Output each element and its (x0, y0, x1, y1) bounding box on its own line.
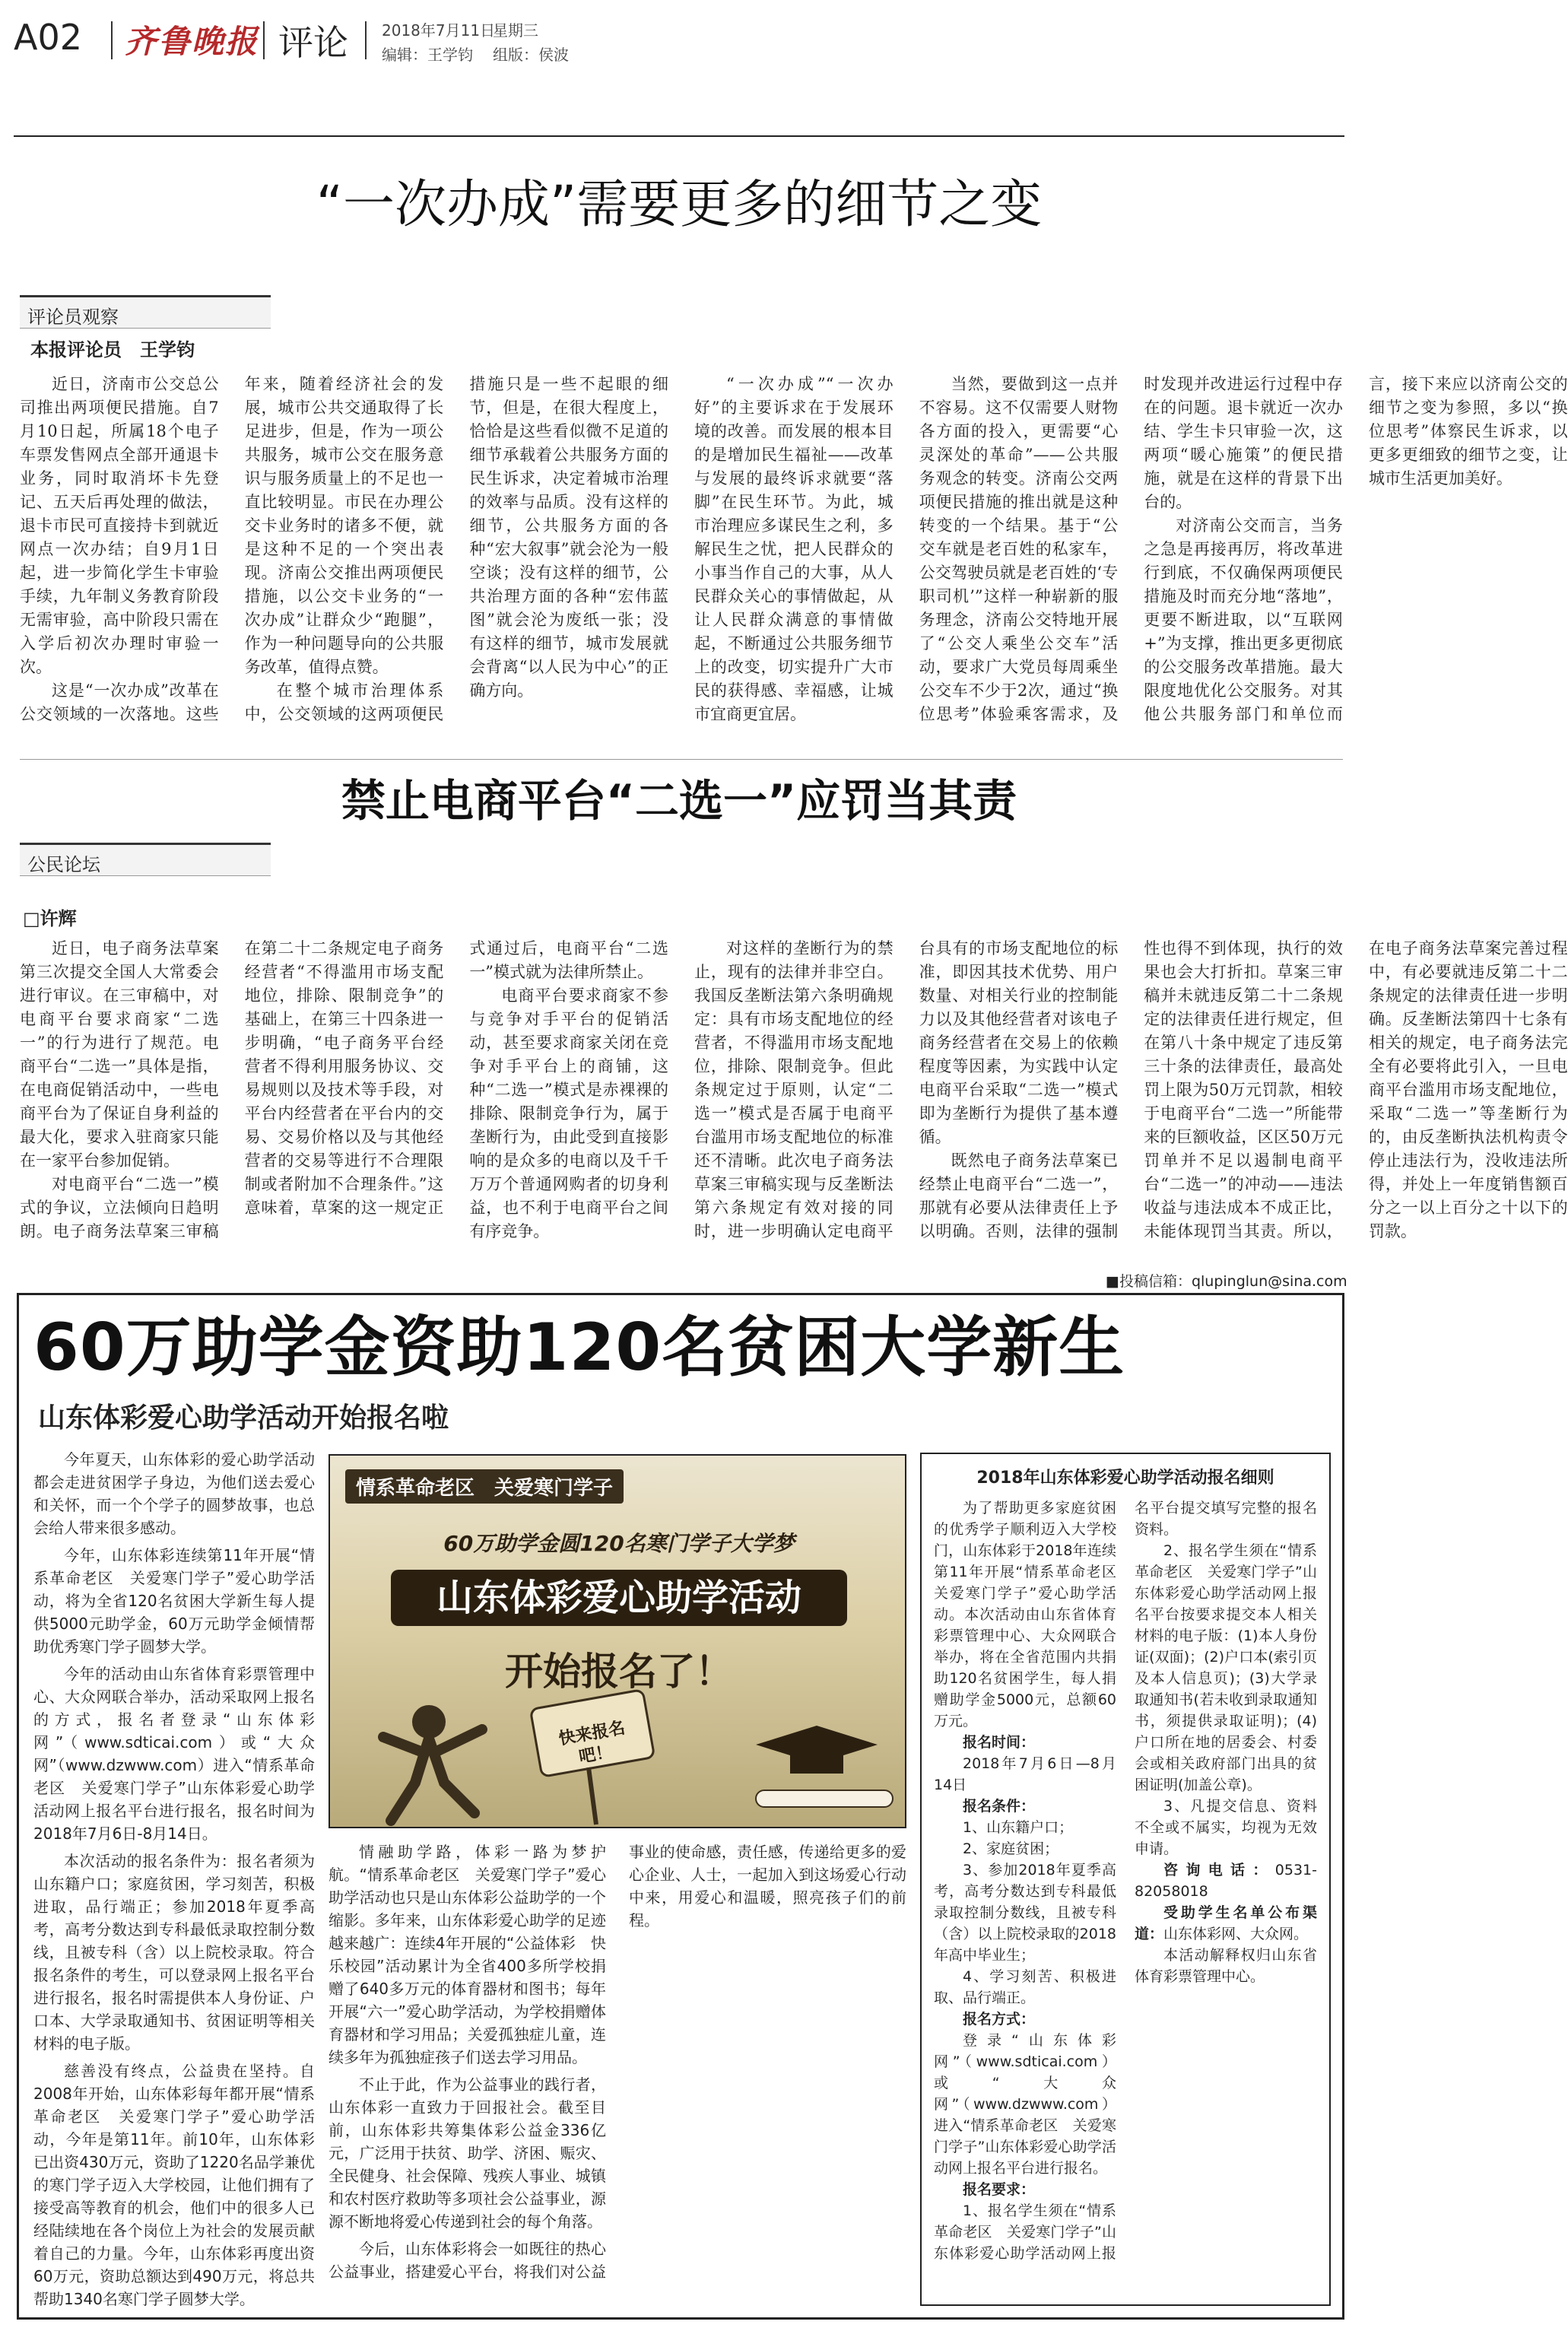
rules-publish-value: 山东体彩网、大众网。 (1163, 1926, 1309, 1942)
article2-paragraph: 对这样的垄断行为的禁止，现有的法律并非空白。我国反垄断法第六条明确规定：具有市场支配地位的经营者，不得滥用市场支配地位，排除、限制竞争。但此条规定过于原则，认定“二选一”模式是否属于电商平台滥用市场支配地位的标准还不清晰。此次电子商务法草案三审稿实现与反垄断法第六条规定有效对接的同时，进一步明确认定电商平台具有的市场支配地位的标准，即因其技术优势、用户数量、对相关行业的控制能力以及其他经营者对该电子商务经营者在交易上的依赖程度等因素，为实践中认定电商平台采取“二选一”模式即为垄断行为提供了基本遵循。 (694, 939, 1119, 1240)
masthead-divider-1 (111, 21, 113, 59)
article2-headline: 禁止电商平台“二选一”应罚当其责 (341, 775, 1017, 827)
rules-phone (1135, 1859, 1317, 1902)
article2-paragraph: 既然电子商务法草案已经禁止电商平台“二选一”，那就有必要从法律责任上予以明确。否则，法律的强制性也得不到体现，执行的效果也会大打折扣。草案三审稿并未就违反第二十二条规定的法律责任进行规定，但在第八十条中规定了违反第三十条的法律责任，最高处罚上限为50万元罚款，相较于电商平台“二选一”所能带来的巨额收益，区区50万元罚单并不足以遏制电商平台“二选一”的冲动——违法收益与违法成本不成正比，未能体现罚当其责。所以，在电子商务法草案完善过程中，有必要就违反第二十二条规定的法律责任进一步明确。反垄断法第四十七条有相关的规定，电子商务法完全有必要将此引入，一旦电商平台滥用市场支配地位，采取“二选一”等垄断行为的，由反垄断执法机构责令停止违法行为，没收违法所得，并处上一年度销售额百分之一以上百分之十以下的罚款。 (919, 939, 1568, 1240)
rules-method-value: 登录“山东体彩网”（www.sdticai.com）或“大众网”（www.dzwww.com）进入“情系革命老区 关爱寒门学子”山东体彩爱心助学活动网上报名平台进行报名。 (934, 2032, 1116, 2177)
article1-paragraph: 在整个城市治理体系中，公交领域的这两项便民措施只是一些不起眼的细节，但是，在很大程度上，恰恰是这些看似微不足道的细节承载着公共服务方面的民生诉求，决定着城市治理的效率与品质。没有这样的细节，公共服务方面的各种“宏大叙事”就会沦为一般空谈；没有这样的细节，公共治理方面的各种“宏伟蓝图”就会沦为废纸一张；没有这样的细节，城市发展就会背离“以人民为中心”的正确方向。 (244, 375, 668, 723)
layout-credit: 组版：侯波 (493, 46, 569, 64)
ad-body-middle (329, 1840, 906, 2304)
rules-publish-label: 受助学生名单公布渠道： (1135, 1904, 1317, 1942)
article1-paragraph: 近日，济南市公交总公司推出两项便民措施。自7月10日起，所属18个电子车票发售网点全部开通退卡业务，同时取消坏卡先登记、五天后再处理的做法，退卡市民可直接持卡到就近网点一次办结；自9月1日起，进一步简化学生卡审验手续，九年制义务教育阶段无需审验，高中阶段只需在入学后初次办理时审验一次。 (20, 375, 219, 676)
masthead (14, 14, 1344, 75)
poster-line3: 开始报名了！ (505, 1650, 733, 1694)
article2-byline: □许辉 (23, 908, 77, 929)
article2-body (20, 937, 1568, 1266)
rules-body (934, 1497, 1317, 2296)
rules-phone-label: 咨询电话： (1163, 1862, 1275, 1878)
rules-material-item: 2、报名学生须在“情系革命老区 关爱寒门学子”山东体彩爱心助学活动网上报名平台按要求提交本人相关材料的电子版：(1)本人身份证(双面)；(2)户口本(索引页及本人信息页)；(3)大学录取通知书(若未收到录取通知书，须提供录取证明)；(4)户口所在地的居委会、村委会或相关政府部门出具的贫困证明(加盖公章)。 (1135, 1542, 1317, 1793)
ad-subhead: 山东体彩爱心助学活动开始报名啦 (38, 1402, 449, 1434)
rules-material-label: 报名要求： (963, 2181, 1036, 2198)
article2-column-tag (20, 843, 271, 876)
poster-line1: 60万助学金圆120名寒门学子大学梦 (443, 1531, 795, 1556)
masthead-rule (14, 135, 1344, 137)
article1-paragraph: 这是“一次办成”改革在公交领域的一次落地。这些年来，随着经济社会的发展，城市公共交通取得了长足进步，但是，作为一项公共服务，城市公交在服务意识与服务质量上的不足也一直比较明显。市民在办理公交卡业务时的诸多不便，就是这种不足的一个突出表现。济南公交推出两项便民措施，以公交卡业务的“一次办成”让群众少“跑腿”，作为一种问题导向的公共服务改革，值得点赞。 (20, 375, 444, 723)
rules-publish (1135, 1902, 1317, 1945)
article1-headline: “一次办成”需要更多的细节之变 (316, 175, 1043, 235)
article1-bottom-rule (20, 759, 1343, 760)
rules-material-item: 1、报名学生须在“情系革命老区 关爱寒门学子”山东体彩爱心助学活动网上报名平台提交填写完整的报名资料。 (934, 1500, 1317, 2262)
ad-paragraph: 今后，山东体彩将会一如既往的热心公益事业，搭建爱心平台，将我们对公益事业的使命感，责任感，传递给更多的爱心企业、人士，一起加入到这场爱心行动中来，用爱心和温暖，照亮孩子们的前程。 (329, 1843, 906, 2281)
jumping-student-icon (383, 1705, 482, 1821)
article1-paragraph: “一次办成”“一次办好”的主要诉求在于发展环境的改善。而发展的根本目的是增加民生福祉——改革与发展的最终诉求就要“落脚”在民生环节。为此，城市治理应多谋民生之利，多解民生之忧，把人民群众的小事当作自己的大事，从人民群众关心的事情做起，从让人民群众满意的事情做起，不断通过公共服务细节上的改变，切实提升广大市民的获得感、幸福感，让城市宜商更宜居。 (694, 375, 894, 723)
page-number: A02 (14, 17, 83, 58)
graduation-cap-icon (756, 1726, 893, 1807)
article1-body (20, 373, 1568, 745)
ad-paragraph: 慈善没有终点，公益贵在坚持。自2008年开始，山东体彩每年都开展“情系革命老区 关爱寒门学子”爱心助学活动，今年是第11年。前10年，山东体彩已出资430万元，资助了1220名品学兼优的寒门学子迈入大学校园，让他们拥有了接受高等教育的机会，他们中的很多人已经陆续地在各个岗位上为社会的发展贡献着自己的力量。今年，山东体彩再度出资60万元，资助总额达到490万元，将总共帮助1340名寒门学子圆梦大学。 (33, 2062, 315, 2308)
poster-badge: 快来报名吧！ (557, 1718, 627, 1767)
column-tag-label: 公民论坛 (27, 854, 100, 875)
article1-paragraph: 对济南公交而言，当务之急是再接再厉，将改革进行到底，不仅确保两项便民措施及时而充分地“落地”，更要不断进取，以“互联网+”为支撑，推出更多更彻底的公交服务改革措施。最大限度地优化公交服务。对其他公共服务部门和单位而言，接下来应以济南公交的细节之变为参照，多以“换位思考”体察民生诉求，以更多更细致的细节之变，让城市生活更加美好。 (1144, 375, 1568, 723)
ad-headline: 60万助学金资助120名贫困大学新生 (33, 1310, 1125, 1386)
ad-poster (329, 1454, 906, 1828)
poster-line2 (391, 1570, 847, 1626)
paper-logo: 齐鲁晚报 (125, 23, 259, 60)
ad-body-left (33, 1448, 315, 2308)
ad-paragraph: 今年的活动由山东省体育彩票管理中心、大众网联合举办，活动采取网上报名的方式，报名者登录“山东体彩网”（www.sdticai.com）或“大众网”（www.dzwww.com）进入“情系革命老区 关爱寒门学子”山东体彩爱心助学活动网上报名平台进行报名，报名时间为2018年7月6日-8月14日。 (33, 1665, 315, 1843)
ad-paragraph: 今年夏天，山东体彩的爱心助学活动都会走进贫困学子身边，为他们送去爱心和关怀，而一个个学子的圆梦故事，也总会给人带来很多感动。 (33, 1450, 315, 1537)
article2-paragraph: 近日，电子商务法草案第三次提交全国人大常委会进行审议。在三审稿中，对电商平台要求商家“二选一”的行为进行了规范。电商平台“二选一”具体是指，在电商促销活动中，一些电商平台为了保证自身利益的最大化，要求入驻商家只能在一家平台参加促销。 (20, 939, 219, 1170)
article2-contact-email: ■投稿信箱：qlupinglun@sina.com (1106, 1273, 1347, 1290)
rules-cond-item: 3、参加2018年夏季高考，高考分数达到专科最低录取控制分数线，且被专科（含）以上院校录取的2018年高中毕业生； (934, 1862, 1116, 1964)
rules-method-label: 报名方式： (963, 2011, 1036, 2028)
rules-cond-item: 2、家庭贫困； (963, 1840, 1059, 1857)
rules-intro: 为了帮助更多家庭贫困的优秀学子顺利迈入大学校门，山东体彩于2018年连续第11年开展“情系革命老区 关爱寒门学子”爱心助学活动。本次活动由山东省体育彩票管理中心、大众网联合举办，将在全省范围内共捐助120名贫困学生，每人捐赠助学金5000元，总额60万元。 (934, 1500, 1132, 1729)
ad-paragraph: 情融助学路，体彩一路为梦护航。“情系革命老区 关爱寒门学子”爱心助学活动也只是山东体彩公益助学的一个缩影。多年来，山东体彩爱心助学的足迹越来越广：连续4年开展的“公益体彩 快乐校园”活动累计为全省400多所学校捐赠了640多万元的体育器材和图书；每年开展“六一”爱心助学活动，为学校捐赠体育器材和学习用品；关爱孤独症儿童，连续多年为孤独症孩子们送去学习用品。 (329, 1843, 606, 2066)
rules-cond-label: 报名条件： (963, 1798, 1036, 1815)
article1-byline: 本报评论员 王学钧 (30, 339, 195, 360)
article1-column-tag (20, 295, 271, 329)
ad-rules-box (920, 1453, 1331, 2306)
issue-date: 2018年7月11日 (382, 21, 496, 40)
column-tag-label: 评论员观察 (27, 306, 119, 328)
rules-phone-value: 0531-82058018 (1135, 1862, 1317, 1900)
rules-time-value: 2018年7月6日—8月14日 (934, 1755, 1116, 1793)
ad-paragraph: 不止于此，作为公益事业的践行者，山东体彩一直致力于回报社会。截至目前，山东体彩共筹集体彩公益金336亿元，广泛用于扶贫、助学、济困、赈灾、全民健身、社会保障、残疾人事业、城镇和农村医疗救助等多项社会公益事业，源源不断地将爱心传递到社会的每个角落。 (329, 2075, 606, 2231)
ad-paragraph: 本次活动的报名条件为：报名者须为山东籍户口；家庭贫困，学习刻苦，积极进取，品行端正；参加2018年夏季高考，高考分数达到专科最低录取控制分数线，且被专科（含）以上院校录取。符合报名条件的考生，可以登录网上报名平台进行报名，报名时需提供本人身份证、户口本、大学录取通知书、贫困证明等相关材料的电子版。 (33, 1852, 315, 2053)
rules-final: 本活动解释权归山东省体育彩票管理中心。 (1135, 1947, 1317, 1985)
rules-cond-item: 1、山东籍户口； (963, 1819, 1074, 1836)
rules-time-label: 报名时间： (963, 1734, 1036, 1751)
rules-material-item: 3、凡提交信息、资料不全或不属实，均视为无效申请。 (1135, 1798, 1317, 1857)
poster-top-banner: 情系革命老区 关爱寒门学子 (345, 1469, 624, 1504)
article2-paragraph: 对电商平台“二选一”模式的争议，立法倾向日趋明朗。电子商务法草案三审稿在第二十二条规定电子商务经营者“不得滥用市场支配地位，排除、限制竞争”的基础上，在第三十四条进一步明确，“电子商务平台经营者不得利用服务协议、交易规则以及技术等手段，对平台内经营者在平台内的交易、交易价格以及与其他经营者的交易等进行不合理限制或者附加不合理条件。”这意味着，草案的这一规定正式通过后，电商平台“二选一”模式就为法律所禁止。 (20, 939, 668, 1240)
masthead-divider-2 (263, 21, 265, 59)
poster-line2-text: 山东体彩爱心助学活动 (436, 1577, 801, 1619)
rules-title: 2018年山东体彩爱心助学活动报名细则 (976, 1469, 1274, 1488)
ad-paragraph: 今年，山东体彩连续第11年开展“情系革命老区 关爱寒门学子”爱心助学活动，将为全省120名贫困大学新生每人提供5000元助学金，60万元助学金倾情帮助优秀寒门学子圆梦大学。 (33, 1546, 315, 1656)
masthead-divider-3 (365, 21, 367, 59)
rules-cond-item: 4、学习刻苦、积极进取、品行端正。 (934, 1968, 1116, 2006)
section-title: 评论 (278, 22, 348, 63)
article2-paragraph: 电商平台要求商家不参与竞争对手平台的促销活动，甚至要求商家关闭在竞争对手平台上的商铺，这种“二选一”模式是赤裸裸的排除、限制竞争行为，属于垄断行为，由此受到直接影响的是众多的电商以及千千万万个普通网购者的切身利益，也不利于电商平台之间有序竞争。 (469, 986, 668, 1240)
article1-paragraph: 当然，要做到这一点并不容易。这不仅需要人财物各方面的投入，更需要“心灵深处的革命”——公共服务观念的转变。济南公交两项便民措施的推出就是这种转变的一个结果。基于“公交车就是老百姓的私家车，公交驾驶员就是老百姓的‘专职司机’”这样一种崭新的服务理念，济南公交特地开展了“公交人乘坐公交车”活动，要求广大党员每周乘坐公交车不少于2次，通过“换位思考”体验乘客需求，及时发现并改进运行过程中存在的问题。退卡就近一次办结、学生卡只审验一次，这两项“暖心施策”的便民措施，就是在这样的背景下出台的。 (919, 375, 1343, 723)
editor-credit: 编辑：王学钧 (382, 46, 473, 64)
issue-weekday: 星期三 (493, 21, 538, 40)
